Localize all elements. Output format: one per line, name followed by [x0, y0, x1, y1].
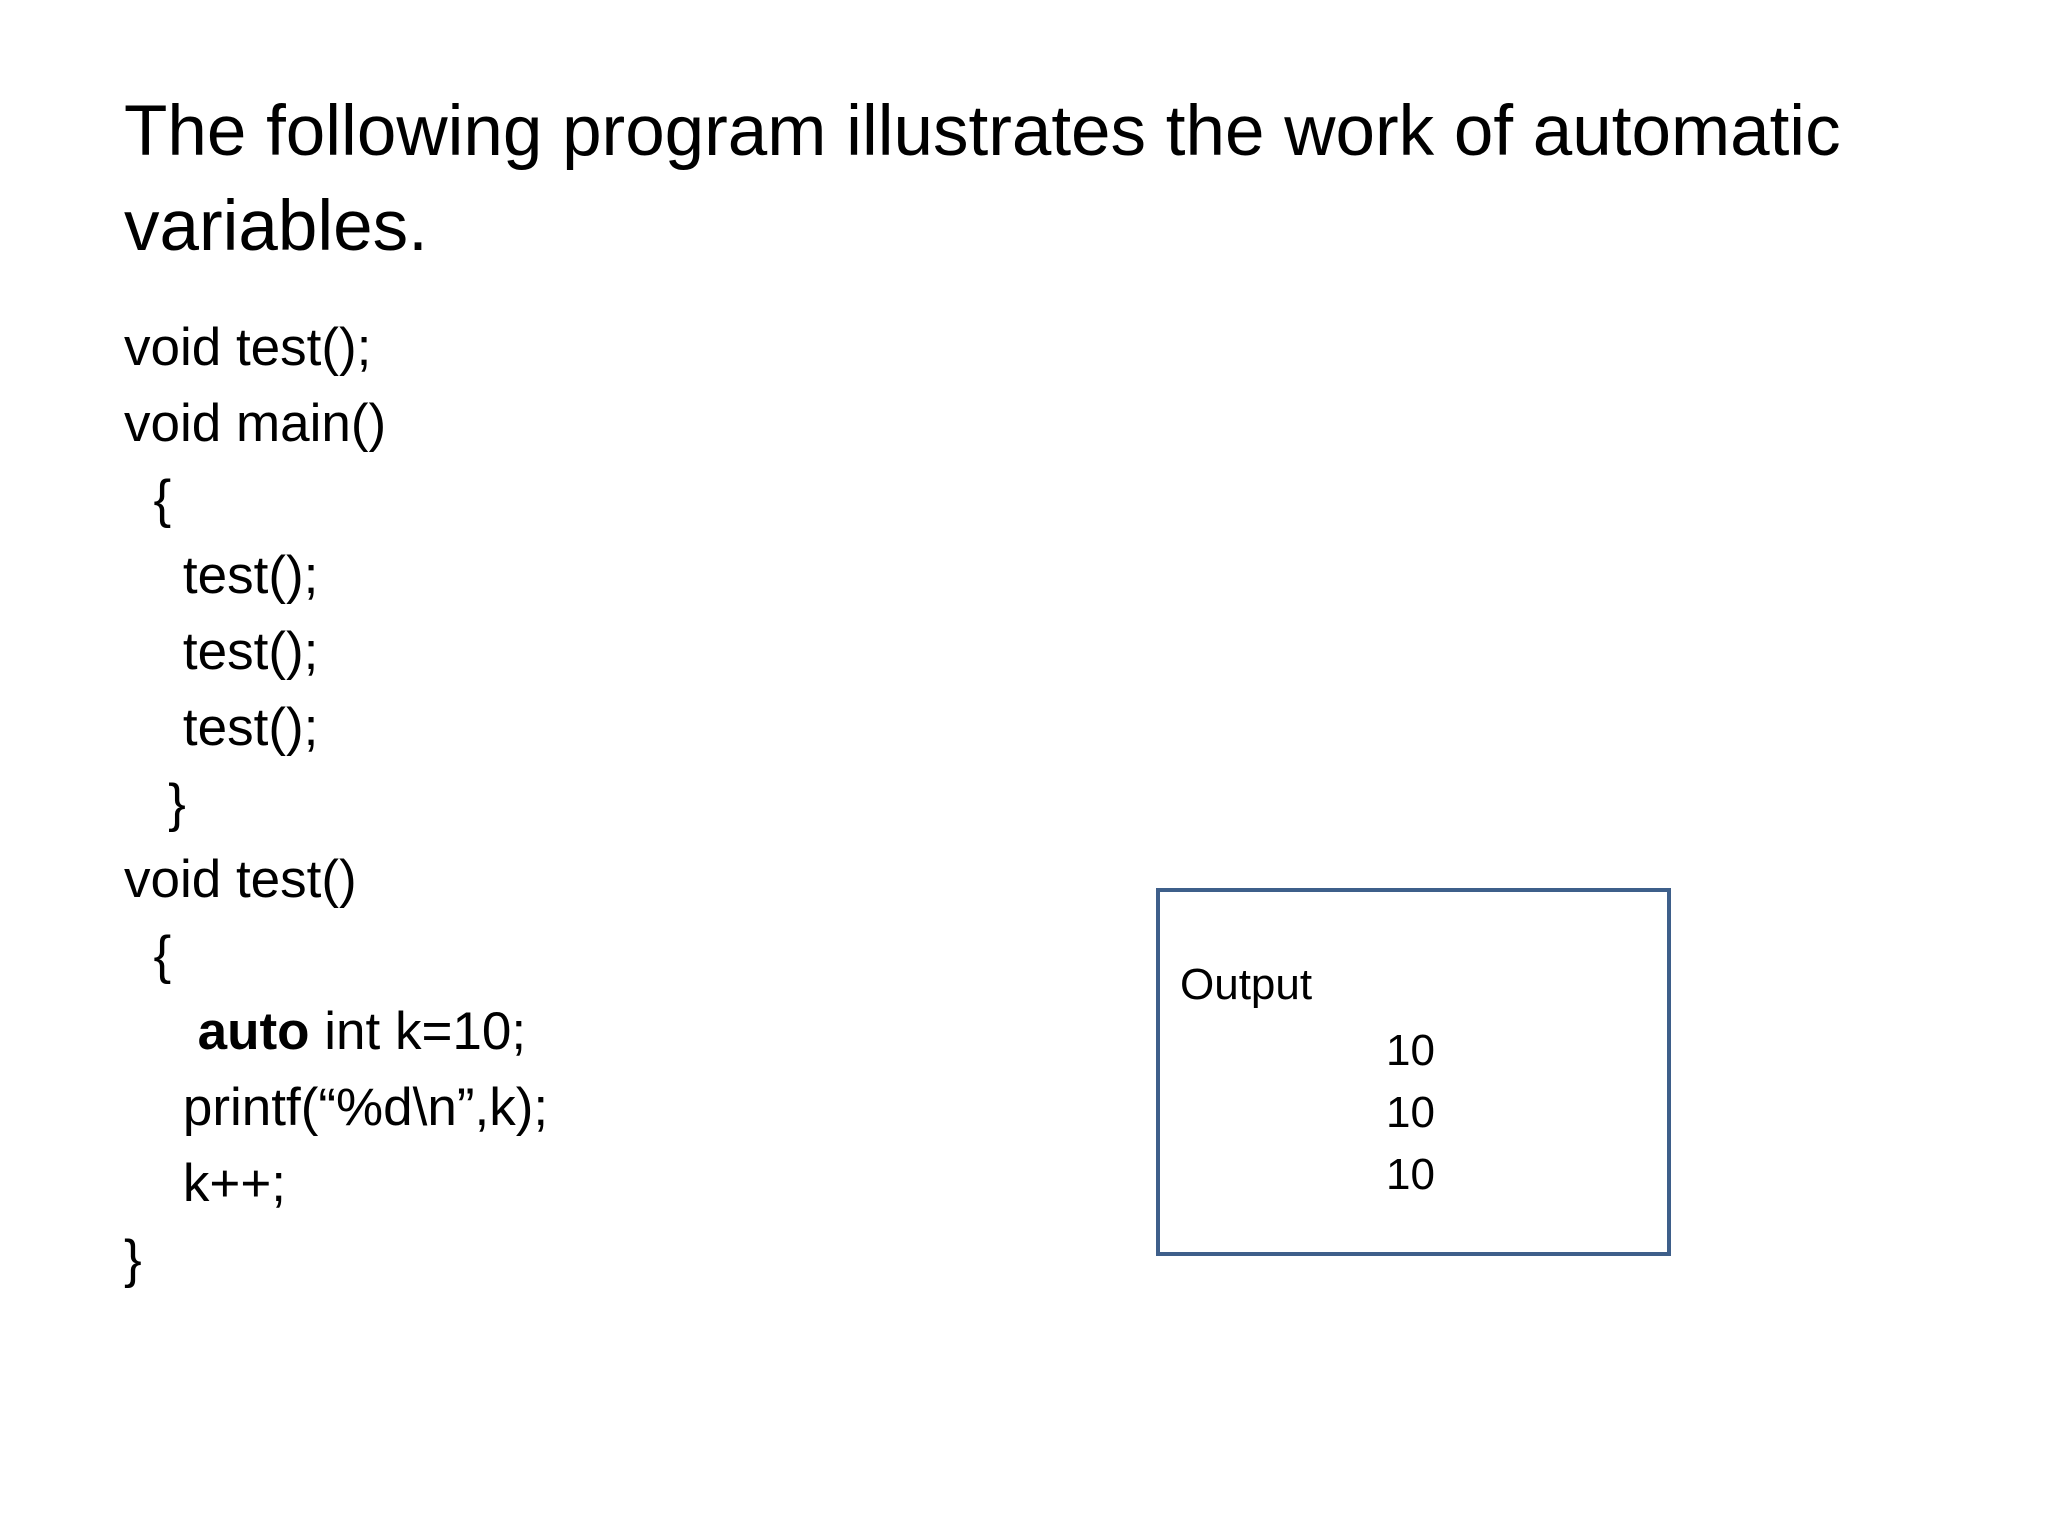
code-line: test(); [124, 698, 319, 757]
code-block [124, 310, 548, 1298]
code-line: void test(); [124, 318, 372, 377]
code-line-auto [124, 994, 548, 1070]
output-value: 10 [1386, 1026, 1435, 1075]
output-values [1386, 1020, 1435, 1206]
output-label: Output [1180, 960, 1313, 1009]
code-line: { [124, 470, 172, 529]
code-line: printf(“%d\n”,k); [124, 1078, 549, 1137]
auto-keyword: auto [197, 1002, 310, 1061]
code-line: test(); [124, 546, 319, 605]
code-line: { [124, 926, 172, 985]
output-value: 10 [1386, 1150, 1435, 1199]
code-line: } [124, 774, 186, 833]
code-line: test(); [124, 622, 319, 681]
code-line: k++; [124, 1154, 287, 1213]
code-line: void main() [124, 394, 387, 453]
code-line: void test() [124, 850, 357, 909]
output-box [1156, 888, 1671, 1256]
slide-title: The following program illustrates the work of automatic variables. [124, 92, 1861, 266]
code-declaration: int k=10; [309, 1002, 527, 1061]
code-indent [124, 1002, 198, 1061]
output-value: 10 [1386, 1088, 1435, 1137]
code-line: } [124, 1230, 142, 1289]
